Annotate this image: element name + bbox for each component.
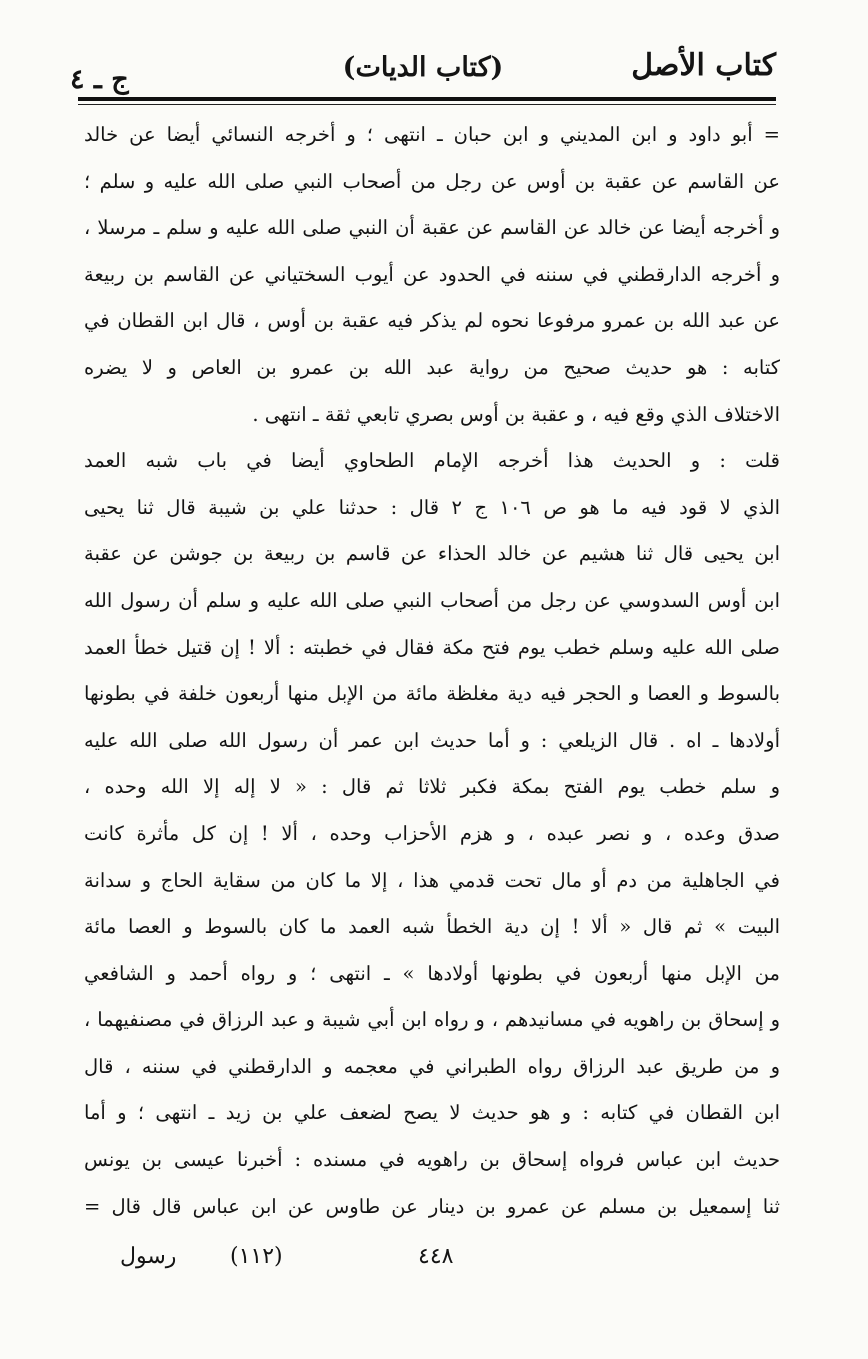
text-line: = أبو داود و ابن المديني و ابن حبان ـ انتهى ؛ و أخرجه النسائي أيضا عن خالد (84, 123, 780, 146)
text-line: صدق وعده ، و نصر عبده ، و هزم الأحزاب وحده ، ألا ! إن كل مأثرة كانت (84, 821, 780, 845)
text-line: و من طريق عبد الرزاق رواه الطبراني في معجمه و الدارقطني في سننه ، قال (84, 1054, 780, 1078)
text-line: ابن القطان في كتابه : و هو حديث لا يصح لضعف علي بن زيد ـ انتهى ؛ و أما (84, 1101, 780, 1125)
text-line: بالسوط و العصا و الحجر فيه دية مغلظة مائة من الإبل منها أربعون خلفة في بطونها (84, 682, 780, 706)
text-line: في الجاهلية من دم أو مال تحت قدمي هذا ، إلا ما كان من سقاية الحاج و سدانة (84, 868, 780, 892)
text-line: أولادها ـ اه . قال الزيلعي : و أما حديث ابن عمر أن رسول الله صلى الله عليه (84, 728, 780, 752)
book-title: كتاب الأصل (631, 48, 776, 83)
text-line: و أخرجه أيضا عن خالد عن القاسم عن عقبة أن النبي صلى الله عليه و سلم ـ مرسلا ، (84, 216, 780, 240)
body-text (84, 112, 780, 1232)
text-line: حديث ابن عباس فرواه إسحاق بن راهويه في مسنده : أخبرنا عيسى بن يونس (84, 1148, 780, 1172)
text-line: قلت : و الحديث هذا أخرجه الإمام الطحاوي أيضا في باب شبه العمد (84, 449, 780, 473)
chapter-title: (كتاب الديات) (342, 52, 504, 83)
header-rule (78, 97, 776, 101)
text-line: عن القاسم عن عقبة بن أوس عن رجل من أصحاب النبي صلى الله عليه و سلم ؛ (84, 169, 780, 193)
page-header (70, 44, 776, 96)
text-line: كتابه : هو حديث صحيح من رواية عبد الله بن عمرو بن العاص و لا يضره (84, 355, 780, 379)
text-line: و سلم خطب يوم الفتح بمكة فكبر ثلاثا ثم قال : « لا إله إلا الله وحده ، (84, 775, 780, 799)
page-footer (120, 1244, 776, 1280)
text-line: و أخرجه الدارقطني في سننه في الحدود عن أيوب السختياني عن القاسم بن ربيعة (84, 262, 780, 286)
text-line: البيت » ثم قال « ألا ! إن دية الخطأ شبه العمد ما كان بالسوط و العصا مائة (84, 915, 780, 939)
text-line: الذي لا قود فيه ما هو ص ١٠٦ ج ٢ قال : حدثنا علي بن شيبة قال ثنا يحيى (84, 495, 780, 519)
signature-mark: (١١٢) (230, 1244, 283, 1269)
text-line: عن عبد الله بن عمرو مرفوعا نحوه لم يذكر فيه عقبة بن أوس ، قال ابن القطان في (84, 309, 780, 333)
text-line: من الإبل منها أربعون في بطونها أولادها » ـ انتهى ؛ و رواه أحمد و الشافعي (84, 961, 780, 985)
header-rule-thin (78, 104, 776, 105)
text-line: ابن يحيى قال ثنا هشيم عن خالد الحذاء عن قاسم بن ربيعة بن جوشن عن عقبة (84, 542, 780, 566)
catchword: رسول (120, 1244, 177, 1269)
text-line: صلى الله عليه وسلم خطب يوم فتح مكة فقال في خطبته : ألا ! إن قتيل خطأ العمد (84, 635, 780, 659)
text-line: و إسحاق بن راهويه في مسانيدهم ، و رواه ابن أبي شيبة و عبد الرزاق في مصنفيهما ، (84, 1008, 780, 1032)
text-line: ثنا إسمعيل بن مسلم عن عمرو بن دينار عن طاوس عن ابن عباس قال قال = (84, 1194, 780, 1218)
text-line: ابن أوس السدوسي عن رجل من أصحاب النبي صلى الله عليه و سلم أن رسول الله (84, 588, 780, 612)
volume-number: ج ـ ٤ (70, 64, 129, 95)
text-line: الاختلاف الذي وقع فيه ، و عقبة بن أوس بصري تابعي ثقة ـ انتهى . (252, 402, 780, 426)
page-number: ٤٤٨ (418, 1244, 454, 1269)
